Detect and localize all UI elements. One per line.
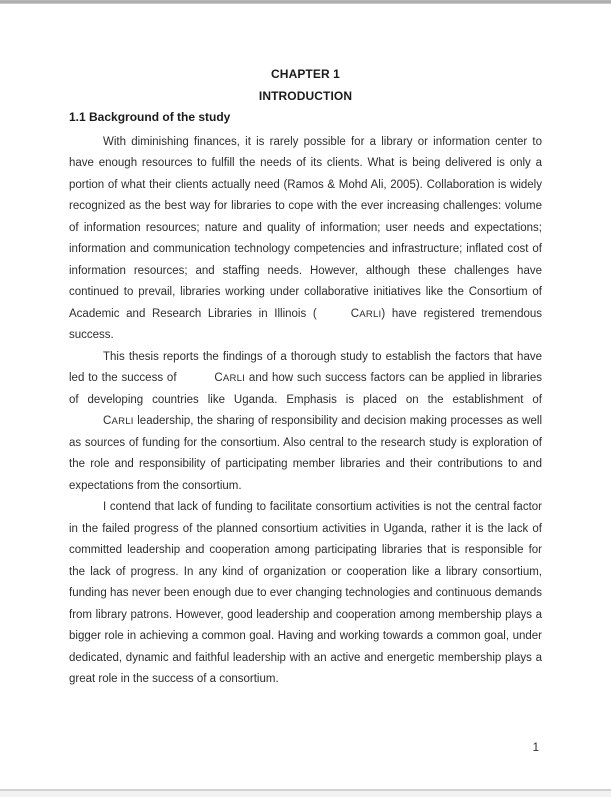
page-bottom-separator	[0, 789, 611, 797]
text-run: I contend that lack of funding to facilitate consortium activities is not the central factor in the failed progress of the planned consortium activities in Uganda, rather it is the lack of committed leadership and cooperation among participating libraries that is responsible for the lack of progress. In any kind of organization or cooperation like a library consortium, funding has never been enough due to ever changing technologies and continuous demands from library patrons. However, good leadership and cooperation among membership plays a bigger role in achieving a common goal. Having and working towards a common goal, under dedicated, dynamic and faithful leadership with an active and energetic membership plays a great role in the success of a consortium.	[69, 501, 542, 685]
paragraphs-container	[69, 132, 542, 691]
text-run: With diminishing finances, it is rarely possible for a library or information center to have enough resources to fulfill the needs of its clients. What is being delivered is only a portion of what their clients actually need (Ramos & Mohd Ali, 2005). Collaboration is widely recognized as the best way for libraries to cope with the ever increasing challenges: volume of information resources; nature and quality of information; user needs and expectations; information and communication technology competencies and infrastructure; inflated cost of information resources; and staffing needs. However, although these challenges have continued to prevail, libraries working under collaborative initiatives like the Consortium of Academic and Research Libraries in Illinois (	[69, 135, 542, 320]
page-number: 1	[532, 742, 539, 754]
acronym-smallcaps: CARLI	[103, 415, 134, 427]
chapter-heading: CHAPTER 1	[271, 67, 340, 81]
text-run: and how such success factors can be applied in libraries of developing countries like Uganda. Emphasis is placed on the establishment of	[69, 372, 542, 406]
acronym-smallcaps: CARLI	[214, 372, 246, 384]
section-heading: 1.1 Background of the study	[69, 110, 231, 124]
body-paragraph	[69, 132, 542, 347]
body-paragraph	[69, 347, 542, 498]
acronym-smallcaps: CARLI	[350, 307, 382, 320]
text-run: This thesis reports the findings of a thorough study to establish the factors that have led to the success of	[69, 350, 542, 384]
text-run: leadership, the sharing of responsibility and decision making processes as well as sources of funding for the consortium. Also central to the research study is exploration of the role and responsibility of participating member libraries and their contributions to and expectations from the consortium.	[69, 415, 542, 492]
body-paragraph	[69, 497, 542, 691]
text-run: ) have registered tremendous success.	[69, 307, 542, 341]
chapter-subheading: INTRODUCTION	[258, 88, 353, 103]
